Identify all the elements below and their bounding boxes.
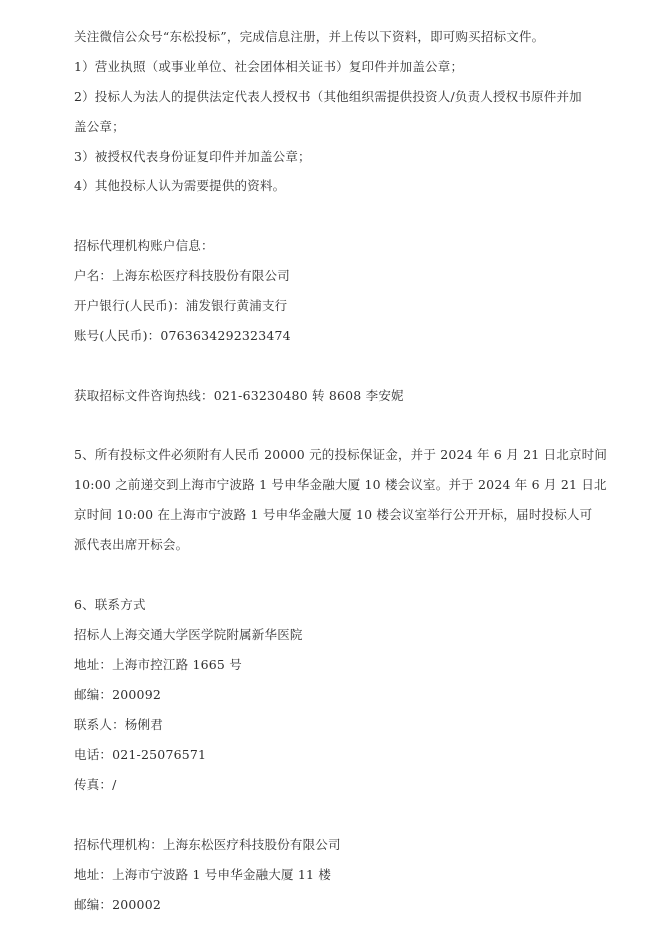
intro-text: 关注微信公众号“东松投标”，完成信息注册，并上传以下资料，即可购买招标文件。	[74, 29, 545, 44]
requirement-item-4: 4）其他投标人认为需要提供的资料。	[74, 178, 286, 193]
tenderer-contact: 联系人：杨俐君	[74, 717, 163, 732]
requirement-item-2-continued: 盖公章；	[74, 119, 125, 134]
section-5-line-3: 京时间 10:00 在上海市宁波路 1 号申华金融大厦 10 楼会议室举行公开开标，届时投标人可	[74, 507, 593, 522]
tenderer-name: 招标人上海交通大学医学院附属新华医院	[74, 627, 303, 642]
agency-address: 地址：上海市宁波路 1 号申华金融大厦 11 楼	[74, 867, 332, 882]
account-bank: 开户银行(人民币)：浦发银行黄浦支行	[74, 298, 288, 313]
section-6-heading: 6、联系方式	[74, 597, 146, 612]
agency-name: 招标代理机构：上海东松医疗科技股份有限公司	[74, 837, 341, 852]
agency-postcode: 邮编：200002	[74, 897, 162, 912]
account-heading: 招标代理机构账户信息：	[74, 238, 214, 253]
section-5-line-4: 派代表出席开标会。	[74, 537, 189, 552]
account-name: 户名：上海东松医疗科技股份有限公司	[74, 268, 290, 283]
tenderer-postcode: 邮编：200092	[74, 687, 162, 702]
section-5-line-2: 10:00 之前递交到上海市宁波路 1 号申华金融大厦 10 楼会议室。并于 2024 年 6 月 21 日北	[74, 477, 607, 492]
tenderer-fax: 传真：/	[74, 777, 117, 792]
requirement-item-1: 1）营业执照（或事业单位、社会团体相关证书）复印件并加盖公章；	[74, 59, 464, 74]
account-number: 账号(人民币)：0763634292323474	[74, 328, 291, 343]
tenderer-address: 地址：上海市控江路 1665 号	[74, 657, 242, 672]
requirement-item-3: 3）被授权代表身份证复印件并加盖公章；	[74, 149, 311, 164]
inquiry-hotline: 获取招标文件咨询热线：021-63230480 转 8608 李安妮	[74, 388, 404, 403]
tenderer-phone: 电话：021-25076571	[74, 747, 207, 762]
requirement-item-2: 2）投标人为法人的提供法定代表人授权书（其他组织需提供投资人/负责人授权书原件并加	[74, 89, 582, 104]
section-5-line-1: 5、所有投标文件必须附有人民币 20000 元的投标保证金，并于 2024 年 6 月 21 日北京时间	[74, 447, 608, 462]
